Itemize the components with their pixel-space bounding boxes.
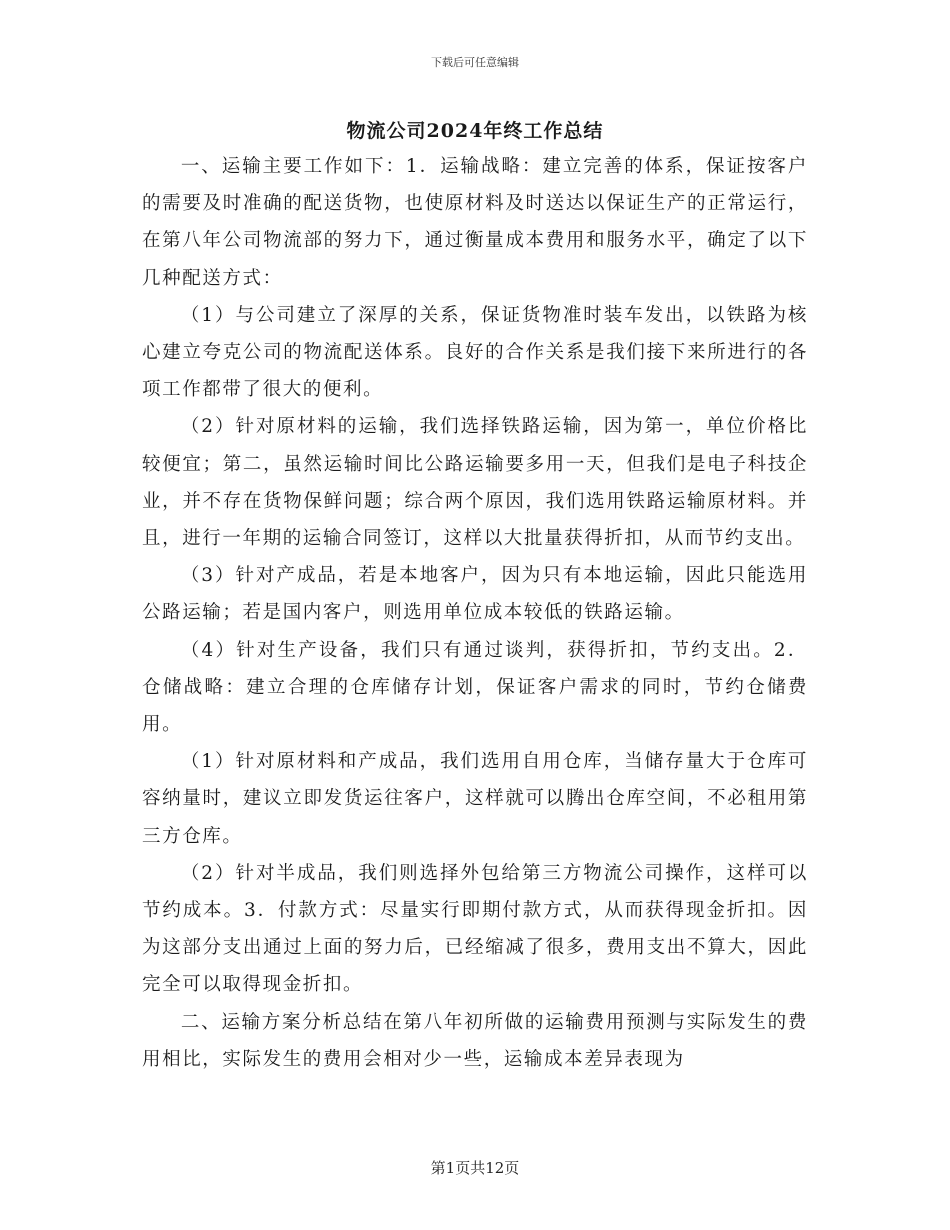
header-note: 下载后可任意编辑 — [431, 56, 519, 69]
document-title: 物流公司2024年终工作总结 — [346, 120, 604, 142]
paragraph-storage-1: （1）针对原材料和产成品，我们选用自用仓库，当储存量大于仓库可容纳量时，建议立即发货运往客户，这样就可以腾出仓库空间，不必租用第三方仓库。 — [142, 751, 808, 847]
document-body — [142, 148, 808, 1078]
paragraph-item-2: （2）针对原材料的运输，我们选择铁路运输，因为第一，单位价格比较便宜；第二，虽然运输时间比公路运输要多用一天，但我们是电子科技企业，并不存在货物保鲜问题；综合两个原因，我们选用铁路运输原材料。并且，进行一年期的运输合同签订，这样以大批量获得折扣，从而节约支出。 — [142, 416, 808, 550]
page-number: 第1页共12页 — [430, 1159, 520, 1177]
paragraph-transport-work: 一、运输主要工作如下：1．运输战略：建立完善的体系，保证按客户的需要及时准确的配送货物，也使原材料及时送达以保证生产的正常运行，在第八年公司物流部的努力下，通过衡量成本费用和服务水平，确定了以下几种配送方式： — [142, 156, 808, 289]
paragraph-plan-analysis: 二、运输方案分析总结在第八年初所做的运输费用预测与实际发生的费用相比，实际发生的费用会相对少一些，运输成本差异表现为 — [142, 1011, 808, 1070]
paragraph-storage-2: （2）针对半成品，我们则选择外包给第三方物流公司操作，这样可以节约成本。3．付款方式：尽量实行即期付款方式，从而获得现金折扣。因为这部分支出通过上面的努力后，已经缩减了很多，费用支出不算大，因此完全可以取得现金折扣。 — [142, 862, 808, 996]
paragraph-item-3: （3）针对产成品，若是本地客户，因为只有本地运输，因此只能选用公路运输；若是国内客户，则选用单位成本较低的铁路运输。 — [142, 565, 808, 624]
paragraph-item-4: （4）针对生产设备，我们只有通过谈判，获得折扣，节约支出。2．仓储战略：建立合理的仓库储存计划，保证客户需求的同时，节约仓储费用。 — [142, 639, 808, 736]
paragraph-item-1: （1）与公司建立了深厚的关系，保证货物准时装车发出，以铁路为核心建立夸克公司的物流配送体系。良好的合作关系是我们接下来所进行的各项工作都带了很大的便利。 — [142, 304, 808, 401]
